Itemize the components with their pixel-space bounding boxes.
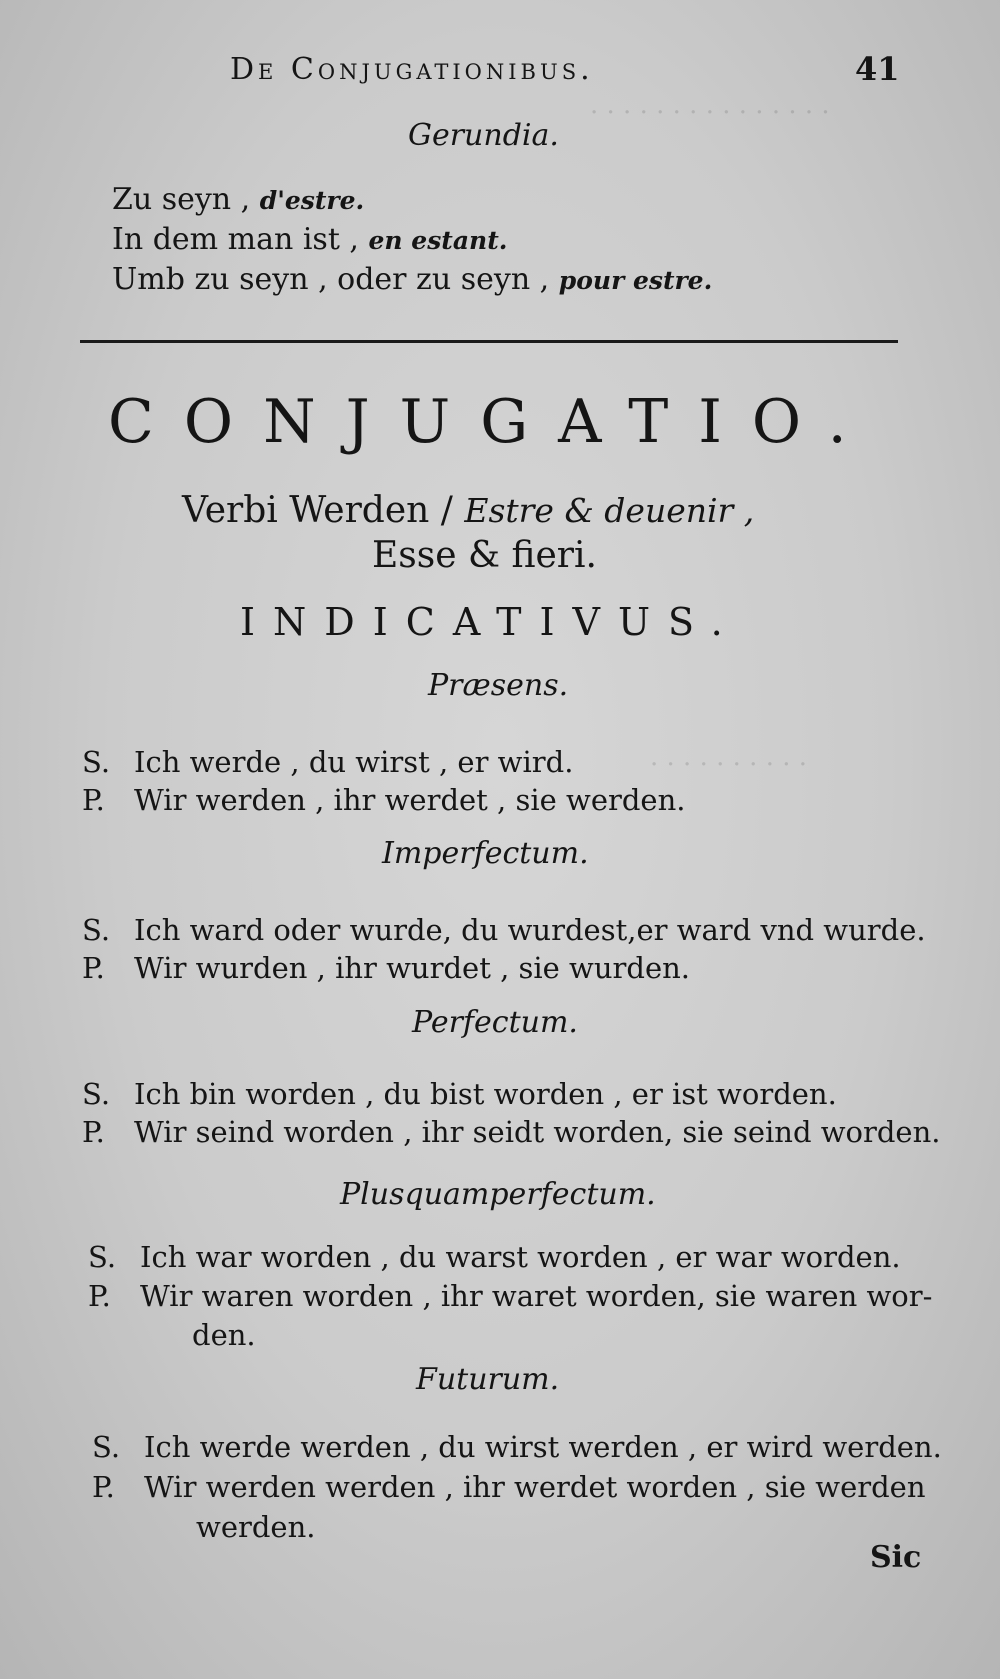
- plural-row: [88, 1279, 932, 1313]
- gerund-german: Zu seyn ,: [112, 182, 251, 217]
- number-label: S.: [88, 1240, 117, 1274]
- number-label: S.: [82, 745, 111, 779]
- number-label: S.: [92, 1430, 121, 1464]
- conjugation-text: Wir waren worden , ihr waret worden, sie waren wor-: [140, 1279, 933, 1313]
- show-through-text: · · · · · · · · · · · · · · ·: [590, 98, 830, 128]
- section-title: CONJUGATIO.: [108, 387, 877, 457]
- tense-heading: Præsens.: [428, 668, 569, 703]
- number-label: S.: [82, 913, 111, 947]
- gerundia-heading: Gerundia.: [408, 118, 559, 153]
- tense-heading: Imperfectum.: [382, 836, 589, 871]
- plural-row: [82, 783, 685, 817]
- number-label: P.: [82, 783, 105, 817]
- plural-row-continuation: den.: [192, 1318, 256, 1352]
- tense-heading: Perfectum.: [412, 1005, 578, 1040]
- conjugation-text: Ich war worden , du warst worden , er war worden.: [140, 1240, 901, 1274]
- conjugation-text: Ich bin worden , du bist worden , er ist worden.: [134, 1077, 837, 1111]
- conjugation-text: Wir seind worden , ihr seidt worden, sie seind worden.: [134, 1115, 941, 1149]
- gerund-line: [112, 262, 712, 297]
- catchword: Sic: [870, 1540, 922, 1575]
- conjugation-text: Ich werde werden , du wirst werden , er wird werden.: [144, 1430, 942, 1464]
- gerund-german: Umb zu seyn , oder zu seyn ,: [112, 262, 550, 297]
- gerund-french: pour estre.: [558, 266, 713, 295]
- number-label: P.: [82, 951, 105, 985]
- show-through-text: · · · · · · · · · ·: [650, 750, 808, 780]
- singular-row: [82, 913, 926, 947]
- number-label: P.: [92, 1470, 115, 1504]
- tense-heading: Plusquamperfectum.: [340, 1177, 656, 1212]
- plural-row-continuation: werden.: [196, 1510, 316, 1544]
- gerund-french: d'estre.: [259, 186, 365, 215]
- verb-prefix: Verbi: [182, 490, 278, 531]
- conjugation-text: Wir wurden , ihr wurdet , sie wurden.: [134, 951, 691, 985]
- conjugation-text: Ich werde , du wirst , er wird.: [134, 745, 574, 779]
- tense-heading: Futurum.: [416, 1362, 560, 1397]
- mood-heading: INDICATIVUS.: [240, 600, 741, 644]
- singular-row: [92, 1430, 942, 1464]
- running-head: De Conjugationibus.: [230, 52, 594, 87]
- verb-heading: [182, 490, 754, 531]
- gerund-line: [112, 222, 507, 257]
- verb-french: Estre & deuenir ,: [464, 491, 755, 530]
- gerund-german: In dem man ist ,: [112, 222, 359, 257]
- plural-row: [82, 1115, 941, 1149]
- page-number: 41: [855, 50, 900, 88]
- plural-row: [92, 1470, 926, 1504]
- gerund-french: en estant.: [368, 226, 508, 255]
- number-label: P.: [82, 1115, 105, 1149]
- singular-row: [82, 1077, 837, 1111]
- gerund-line: [112, 182, 364, 217]
- conjugation-text: Ich ward oder wurde, du wurdest,er ward vnd wurde.: [134, 913, 926, 947]
- number-label: P.: [88, 1279, 111, 1313]
- singular-row: [82, 745, 573, 779]
- conjugation-text: Wir werden , ihr werdet , sie werden.: [134, 783, 686, 817]
- verb-latin: Esse & fieri.: [372, 535, 597, 576]
- verb-german: Werden /: [289, 490, 453, 531]
- plural-row: [82, 951, 690, 985]
- number-label: S.: [82, 1077, 111, 1111]
- section-divider: [80, 340, 898, 343]
- singular-row: [88, 1240, 901, 1274]
- conjugation-text: Wir werden werden , ihr werdet worden , sie werden: [144, 1470, 926, 1504]
